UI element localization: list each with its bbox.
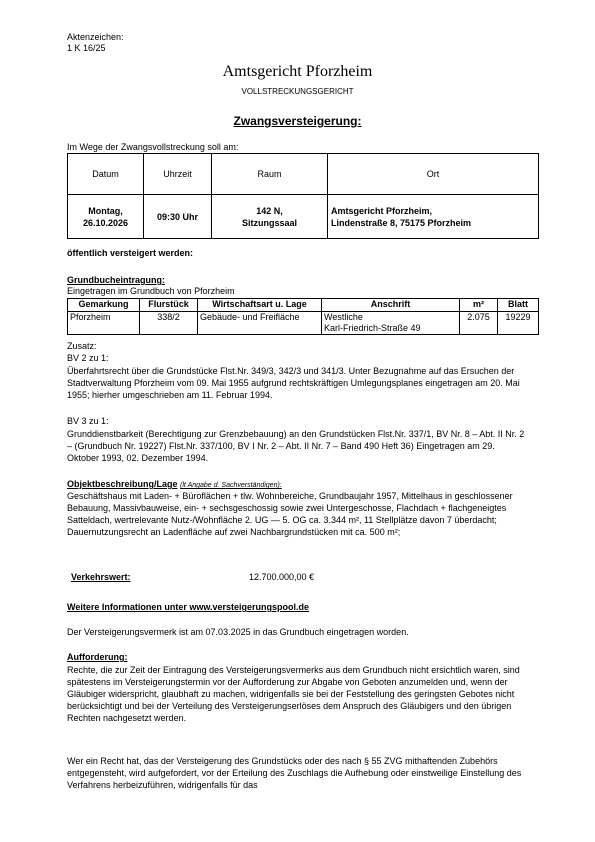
cell-anschrift-line2: Karl-Friedrich-Straße 49 (324, 323, 421, 333)
cell-qm: 2.075 (460, 312, 498, 335)
market-value-label: Verkehrswert: (71, 572, 131, 582)
object-description: Geschäftshaus mit Laden- + Büroflächen + tlw. Wohnbereiche, Grundbaujahr 1957, Mittelhaus in geschlossener Bebauung, Massivbauweise, ein- + sechsgeschossig sowie zwei Untergeschosse, Flachdach + flachgeneigtes Satteldach, wertrelevante Nutz-/Wohnfläche 2. UG — 5. OG ca. 3.344 m², 11 Stellplätze davon 7 überdacht; Dauernutzungsrecht an Ladenfläche auf zwei Nachbargrundstücken mit ca. 500 m²; (67, 491, 513, 537)
bv2-text: Überfahrtsrecht über die Grundstücke Flst.Nr. 349/3, 342/3 und 341/3. Unter Bezugnahme auf das Ersuchen der Stadtverwaltung Pforzheim vom 09. Mai 1955 aufgrund rechtskräftigen Umlegungsplanes eingetragen am 20. Mai 1955; hierher umgeschrieben am 11. Februar 1994. (67, 366, 520, 400)
court-name: Amtsgericht Pforzheim (222, 63, 373, 80)
object-heading: Objektbeschreibung/Lage (67, 479, 178, 489)
cell-flurstueck: 338/2 (140, 312, 198, 335)
market-value-amount: 12.700.000,00 € (249, 572, 315, 582)
more-info-link[interactable]: Weitere Informationen unter www.versteigerungspool.de (67, 602, 310, 612)
land-register-table (67, 298, 539, 335)
document-title: Zwangsversteigerung: (233, 114, 362, 128)
schedule-place-address: Lindenstraße 8, 75175 Pforzheim (331, 217, 472, 228)
schedule-value-row (68, 195, 539, 239)
request-paragraph-2: Wer ein Recht hat, das der Versteigerung des Grundstücks oder des nach § 55 ZVG mithaftenden Zubehörs entgegensteht, wird aufgefordert, vor der Erteilung des Zuschlags die Aufhebung oder einstweilige Einstellung des Verfahrens herbeizuführen, widrigenfalls für das (67, 756, 522, 790)
schedule-header-room: Raum (212, 154, 328, 195)
bv3-label: BV 3 zu 1: (67, 416, 109, 426)
land-register-header-row (68, 299, 539, 312)
col-wirtschaftsart: Wirtschaftsart u. Lage (198, 299, 322, 312)
col-anschrift: Anschrift (322, 299, 460, 312)
col-blatt: Blatt (498, 299, 539, 312)
table-row (68, 312, 539, 335)
land-register-subheading: Eingetragen im Grundbuch von Pforzheim (67, 286, 235, 296)
land-register-heading: Grundbucheintragung: (67, 275, 165, 285)
schedule-date-weekday: Montag, (88, 205, 123, 216)
court-department: VOLLSTRECKUNGSGERICHT (241, 87, 354, 96)
request-heading: Aufforderung: (67, 652, 128, 662)
request-paragraph-1: Rechte, die zur Zeit der Eintragung des Versteigerungsvermerks aus dem Grundbuch nicht ersichtlich waren, sind spätestens im Versteigerungstermin vor der Aufforderung zur Abgabe von Geboten anzumelden und, wenn der Gläubiger widerspricht, glaubhaft zu machen, widrigenfalls sie bei der Feststellung des geringsten Gebotes nicht berücksichtigt und bei der Verteilung des Versteigerungserlöses dem Anspruch des Gläubigers und den übrigen Rechten nachgesetzt werden. (67, 665, 520, 723)
registration-note: Der Versteigerungsvermerk ist am 07.03.2025 in das Grundbuch eingetragen worden. (67, 627, 409, 637)
object-heading-note: (lt Angabe d. Sachverständigen): (180, 482, 282, 489)
cell-gemarkung: Pforzheim (68, 312, 140, 335)
col-gemarkung: Gemarkung (68, 299, 140, 312)
schedule-place (328, 195, 539, 239)
col-flurstueck: Flurstück (140, 299, 198, 312)
cell-anschrift (322, 312, 460, 335)
schedule-room-name: Sitzungssaal (241, 217, 297, 228)
schedule-header-row (68, 154, 539, 195)
schedule-room (212, 195, 328, 239)
intro-text: Im Wege der Zwangsvollstreckung soll am: (67, 142, 239, 152)
cell-anschrift-line1: Westliche (324, 312, 363, 322)
schedule-table (67, 153, 539, 239)
schedule-date-value: 26.10.2026 (82, 217, 129, 228)
file-number-label: Aktenzeichen: (67, 32, 124, 42)
bv2-label: BV 2 zu 1: (67, 353, 109, 363)
schedule-header-date: Datum (68, 154, 144, 195)
auction-statement: öffentlich versteigert werden: (67, 248, 194, 258)
schedule-room-number: 142 N, (256, 205, 283, 216)
schedule-header-time: Uhrzeit (144, 154, 212, 195)
schedule-header-place: Ort (328, 154, 539, 195)
schedule-date (68, 195, 144, 239)
col-qm: m² (460, 299, 498, 312)
schedule-place-court: Amtsgericht Pforzheim, (331, 205, 433, 216)
schedule-time: 09:30 Uhr (144, 195, 212, 239)
cell-wirtschaftsart: Gebäude- und Freifläche (198, 312, 322, 335)
cell-blatt: 19229 (498, 312, 539, 335)
zusatz-label: Zusatz: (67, 341, 97, 351)
bv3-text: Grunddienstbarkeit (Berechtigung zur Grenzbebauung) an den Grundstücken Flst.Nr. 337/1, BV Nr. 8 – Abt. II Nr. 2 – (Grundbuch Nr. 19227) Flst.Nr. 337/100, BV I Nr. 2 – Abt. II Nr. 7 – Band 490 Heft 36) Eingetragen am 29. Oktober 1993, 02. Dezember 1994. (67, 429, 525, 463)
file-number: 1 K 16/25 (67, 43, 106, 53)
